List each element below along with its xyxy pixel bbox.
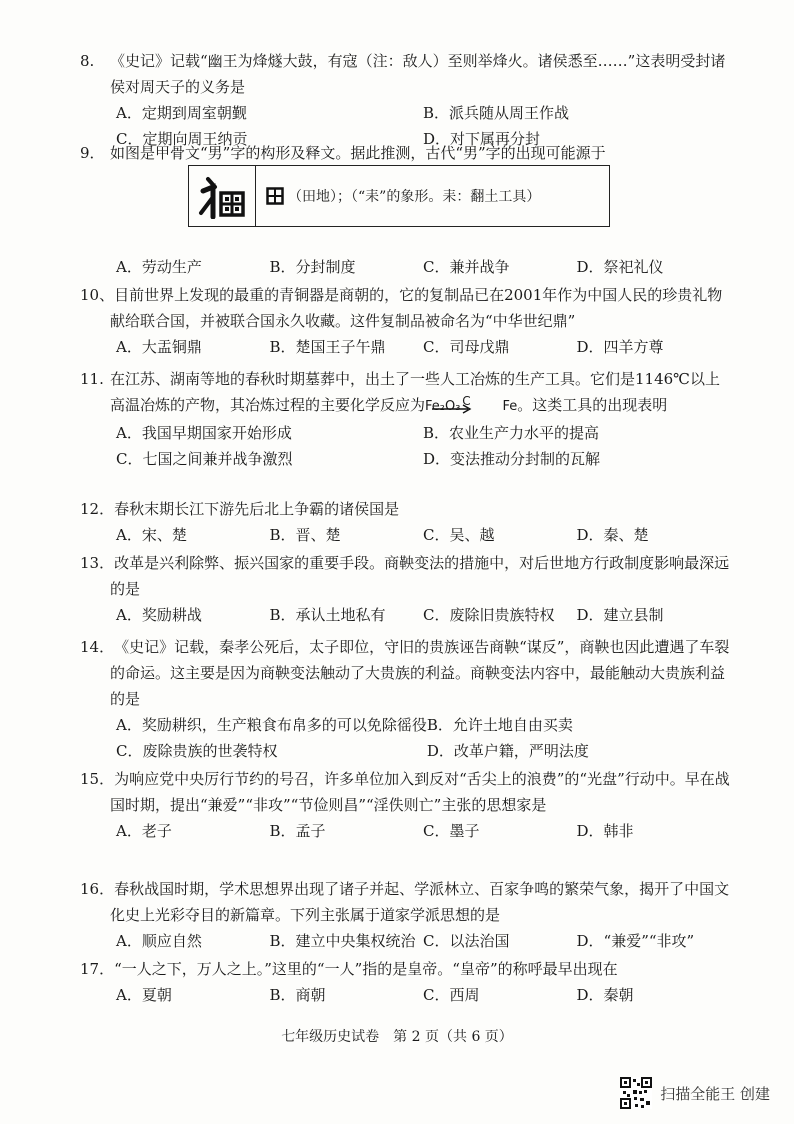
- option-c[interactable]: C．以法治国: [423, 932, 510, 950]
- options: [80, 818, 730, 844]
- option-d[interactable]: D．秦、楚: [576, 526, 649, 544]
- options: [80, 928, 730, 954]
- option-b[interactable]: B．建立中央集权统治: [269, 932, 416, 950]
- tian-field-icon: [266, 187, 284, 205]
- options: [80, 420, 730, 472]
- question-stem: 《史记》记载“幽王为烽燧大鼓，有寇（注：敌人）至则举烽火。诸侯悉至……”这表明受封诸侯对周天子的义务是: [110, 52, 726, 96]
- option-d[interactable]: D．秦朝: [576, 986, 634, 1004]
- chemical-formula: [425, 393, 518, 414]
- question-stem: 春秋战国时期，学术思想界出现了诸子并起、学派林立、百家争鸣的繁荣气象，揭开了中国文化史上光彩夺目的新篇章。下列主张属于道家学派思想的是: [110, 880, 730, 924]
- question-number: 13．: [80, 554, 115, 572]
- question-stem: 如图是甲骨文“男”字的构形及释文。据此推测，古代“男”字的出现可能源于: [110, 144, 606, 162]
- question-number: 11.: [80, 370, 104, 388]
- question-8: [80, 48, 730, 152]
- option-a[interactable]: A．夏朝: [116, 986, 172, 1004]
- option-a[interactable]: A．顺应自然: [116, 932, 202, 950]
- options: [80, 522, 730, 548]
- question-stem: “一人之下，万人之上。”这里的“一人”指的是皇帝。“皇帝”的称呼最早出现在: [114, 960, 618, 978]
- option-a[interactable]: A．奖励耕战: [116, 606, 202, 624]
- option-c[interactable]: C．司母戊鼎: [423, 338, 510, 356]
- question-17: [80, 956, 730, 1008]
- question-number: 16．: [80, 880, 115, 898]
- question-number: 14．: [80, 638, 115, 656]
- question-number: 15．: [80, 770, 115, 788]
- options: [80, 982, 730, 1008]
- option-a[interactable]: A．奖励耕织，生产粮食布帛多的可以免除徭役: [116, 716, 427, 734]
- question-stem: 改革是兴利除弊、振兴国家的重要手段。商鞅变法的措施中，对后世地方行政制度影响最深远的是: [110, 554, 730, 598]
- options: [80, 334, 730, 360]
- question-stem: 《史记》记载，秦孝公死后，太子即位，守旧的贵族诬告商鞅“谋反”，商鞅也因此遭遇了车裂的命运。这主要是因为商鞅变法触动了大贵族的利益。商鞅变法内容中，最能触动大贵族利益的是: [110, 638, 730, 708]
- option-a[interactable]: A．老子: [116, 822, 172, 840]
- option-c[interactable]: C．兼并战争: [423, 258, 510, 276]
- watermark-text: 扫描全能王 创建: [660, 1084, 770, 1103]
- option-b[interactable]: B．允许土地自由买卖: [426, 716, 573, 734]
- page-footer: 七年级历史试卷 第 2 页（共 6 页）: [281, 1029, 513, 1045]
- question-number: 9．: [80, 144, 105, 162]
- question-number: 8.: [80, 52, 95, 70]
- option-c[interactable]: C．七国之间兼并战争激烈: [116, 450, 293, 468]
- options: [80, 254, 730, 280]
- figure-explanation: [256, 166, 609, 226]
- option-a[interactable]: A．劳动生产: [116, 258, 202, 276]
- question-11: [80, 366, 730, 472]
- option-d[interactable]: D．对下属再分封: [423, 130, 541, 148]
- reaction-catalyst: C: [462, 393, 471, 408]
- option-c[interactable]: C．废除旧贵族特权: [423, 606, 555, 624]
- question-number: 10、: [80, 286, 115, 304]
- formula-product: Fe: [502, 399, 518, 414]
- scanner-watermark: [620, 1077, 770, 1109]
- oracle-bone-figure: [188, 165, 610, 227]
- option-c[interactable]: C．定期向周王纳贡: [116, 130, 248, 148]
- question-stem: 目前世界上发现的最重的青铜器是商朝的，它的复制品已在2001年作为中国人民的珍贵礼物献给联合国，并被联合国永久收藏。这件复制品被命名为“中华世纪鼎”: [110, 286, 723, 330]
- option-c[interactable]: C．吴、越: [423, 526, 495, 544]
- option-b[interactable]: B．晋、楚: [269, 526, 341, 544]
- question-16: [80, 876, 730, 954]
- question-number: 12．: [80, 500, 115, 518]
- option-b[interactable]: B．农业生产力水平的提高: [423, 424, 600, 442]
- option-d[interactable]: D．祭祀礼仪: [576, 258, 664, 276]
- question-10: [80, 282, 730, 360]
- question-9: [80, 140, 730, 166]
- option-b[interactable]: B．承认土地私有: [269, 606, 386, 624]
- options: [80, 712, 730, 764]
- option-d[interactable]: D．“兼爱”“非攻”: [576, 932, 695, 950]
- option-a[interactable]: A．我国早期国家开始形成: [116, 424, 292, 442]
- option-a[interactable]: A．定期到周室朝觐: [116, 104, 247, 122]
- option-b[interactable]: B．楚国王子午鼎: [269, 338, 386, 356]
- formula-reactant: Fe₂O₃: [425, 399, 461, 414]
- option-c[interactable]: C．西周: [423, 986, 480, 1004]
- question-stem: 为响应党中央厉行节约的号召，许多单位加入到反对“舌尖上的浪费”的“光盘”行动中。早在战国时期，提出“兼爱”“非攻”“节俭则昌”“淫佚则亡”主张的思想家是: [110, 770, 730, 814]
- option-d[interactable]: D．变法推动分封制的瓦解: [423, 450, 601, 468]
- question-14: [80, 634, 730, 764]
- option-a[interactable]: A．大盂铜鼎: [116, 338, 202, 356]
- option-d[interactable]: D．建立县制: [576, 606, 664, 624]
- oracle-bone-glyph: [189, 166, 256, 226]
- question-number: 17．: [80, 960, 115, 978]
- option-b[interactable]: B．分封制度: [269, 258, 356, 276]
- question-stem-part-b: 。这类工具的出现表明: [517, 396, 668, 414]
- nan-glyph-icon: [197, 173, 247, 219]
- question-12: [80, 496, 730, 548]
- option-b[interactable]: B．孟子: [269, 822, 326, 840]
- question-stem: 春秋末期长江下游先后北上争霸的诸侯国是: [114, 500, 400, 518]
- option-d[interactable]: D．四羊方尊: [576, 338, 664, 356]
- option-c[interactable]: C．废除贵族的世袭特权: [116, 742, 278, 760]
- question-15: [80, 766, 730, 844]
- options: [80, 602, 730, 628]
- question-9-options: [80, 254, 730, 280]
- option-a[interactable]: A．宋、楚: [116, 526, 187, 544]
- option-d[interactable]: D．改革户籍，严明法度: [426, 742, 589, 760]
- qr-code-icon: [620, 1077, 652, 1109]
- option-b[interactable]: B．商朝: [269, 986, 326, 1004]
- option-c[interactable]: C．墨子: [423, 822, 480, 840]
- question-stem-part-a: 在江苏、湖南等地的春秋时期墓葬中，出土了一些人工冶炼的生产工具。它们是1146℃以上高温冶炼的产物，其冶炼过程的主要化学反应为: [110, 370, 720, 414]
- figure-caption: （田地）；（“耒”的象形。耒：翻土工具）: [288, 189, 541, 205]
- option-d[interactable]: D．韩非: [576, 822, 634, 840]
- option-b[interactable]: B．派兵随从周王作战: [423, 104, 570, 122]
- question-13: [80, 550, 730, 628]
- reaction-arrow: [460, 393, 502, 414]
